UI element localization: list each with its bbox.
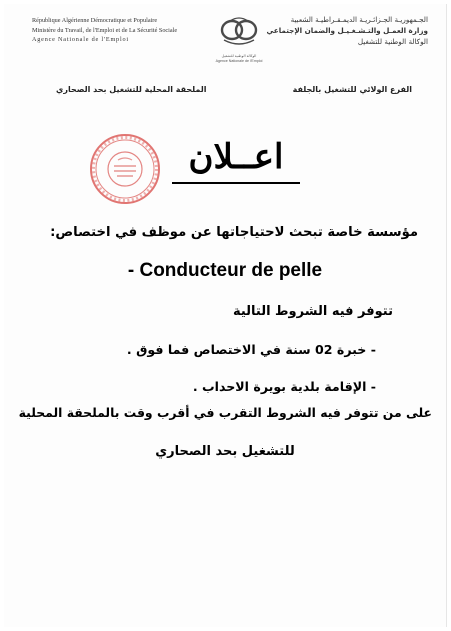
official-stamp-icon — [88, 132, 162, 206]
header-ar-line: وزارة العمـل والتـشـغـيـل والضمان الإجتماعي — [266, 26, 428, 35]
title-underline — [172, 182, 300, 184]
header-fr-line: Agence Nationale de l'Emploi — [32, 36, 129, 43]
local-office-label: الملحقة المحلية للتشغيل بحد الصحاري — [56, 85, 207, 94]
condition-item: - الإقامة بلدية بويرة الاحداب . — [192, 379, 376, 394]
announcement-title: اعــلان — [188, 137, 284, 177]
document-page — [4, 4, 447, 627]
condition-item: - خبرة 02 سنة في الاختصاص فما فوق . — [126, 342, 376, 357]
logo-caption-fr: Agence Nationale de l'Emploi — [215, 58, 263, 63]
conditions-heading: تتوفر فيه الشروط التالية — [232, 304, 393, 319]
header-french — [32, 16, 210, 45]
closing-line: للتشغيل بحد الصحاري — [155, 444, 295, 459]
closing-line: على من تتوفر فيه الشروط التقرب في أقرب وقت بالملحقة المحلية — [18, 405, 432, 420]
header-fr-line: République Algérienne Démocratique et Populaire — [32, 17, 158, 24]
header-fr-line: Ministère du Travail, de l'Emploi et de La Sécurité Sociale — [32, 26, 178, 34]
header-arabic — [258, 14, 428, 47]
header-ar-line: الوكالة الوطنية للتشغيل — [357, 37, 428, 46]
announcement-intro: مؤسسة خاصة تبحث لاحتياجاتها عن موظف في اختصاص: — [50, 225, 418, 240]
logo-caption-ar: الوكالة الوطنية للتشغيل — [221, 54, 257, 58]
header-ar-line: الجـمهوريـة الجـزائـريـة الديمـقـراطيـة الشعبية — [290, 15, 428, 24]
regional-office-label: الفرع الولائي للتشغيل بالجلفة — [292, 85, 412, 94]
job-position: - Conducteur de pelle — [127, 260, 323, 281]
